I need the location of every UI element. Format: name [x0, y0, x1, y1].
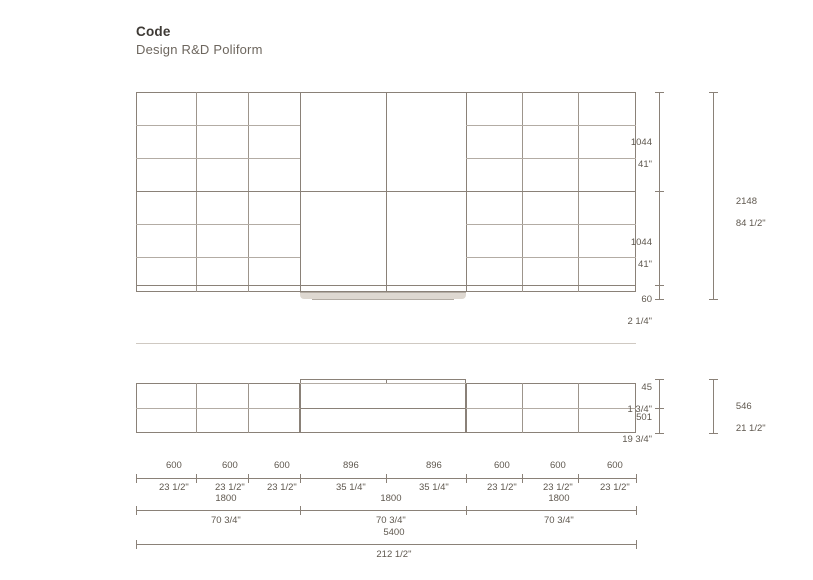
tick-inner-bottom	[655, 299, 664, 300]
tick-plan-top	[655, 379, 664, 380]
dim-upper-mm: 1044	[630, 137, 652, 148]
bay-2-inch: 23 1/2"	[215, 482, 245, 493]
tick-total-top	[709, 92, 718, 93]
group-left-inch: 70 3/4"	[211, 515, 241, 526]
dimline-plinth	[659, 285, 660, 299]
dim-total-mm: 2148	[735, 196, 757, 207]
group-center-inch: 70 3/4"	[376, 515, 406, 526]
group-left-mm: 1800	[215, 493, 237, 504]
bay-8-mm: 600	[606, 460, 623, 471]
dim-total-inch: 84 1/2"	[735, 218, 766, 229]
group-tick-3	[636, 506, 637, 515]
shelf-l4	[136, 224, 300, 225]
plan-left-midline	[136, 408, 300, 409]
dim-plan-lower-mm: 501	[636, 412, 652, 423]
bay-8-inch: 23 1/2"	[600, 482, 630, 493]
tick-total-bottom	[709, 299, 718, 300]
tick-inner-plinth	[655, 285, 664, 286]
divider-v1	[196, 92, 197, 292]
dim-plan-top-mm: 45	[641, 382, 652, 393]
tick-plan-bottom	[655, 433, 664, 434]
dim-plinth-mm: 60	[641, 294, 652, 305]
group-right-inch: 70 3/4"	[544, 515, 574, 526]
overall-inch: 212 1/2"	[376, 549, 412, 560]
dimline-plan-total	[713, 379, 714, 433]
dim-plan-total-inch: 21 1/2"	[735, 423, 766, 434]
tick-plan-mid	[655, 408, 664, 409]
plan-center-block	[300, 379, 466, 433]
overall-tick-left	[136, 540, 137, 549]
tick-plan-total-bottom	[709, 433, 718, 434]
dim-plinth-inch: 2 1/4"	[627, 316, 652, 327]
bay-5-mm: 896	[425, 460, 442, 471]
page-subtitle: Design R&D Poliform	[136, 42, 263, 57]
page-title: Code	[136, 24, 171, 39]
bay-2-mm: 600	[221, 460, 238, 471]
divider-v6	[522, 92, 523, 292]
base-front-line	[300, 292, 466, 293]
bay-1-inch: 23 1/2"	[159, 482, 189, 493]
group-tick-2	[466, 506, 467, 515]
shelf-l5	[136, 257, 300, 258]
bay-3-mm: 600	[273, 460, 290, 471]
dimline-lower	[659, 191, 660, 285]
plan-center-div	[386, 379, 387, 383]
dim-plan-top-inch: 1 3/4"	[627, 404, 652, 415]
divider-v2	[248, 92, 249, 292]
dim-lower-mm: 1044	[630, 237, 652, 248]
plan-center-top-inner	[300, 383, 466, 384]
group-tick-0	[136, 506, 137, 515]
bay-6-inch: 23 1/2"	[487, 482, 517, 493]
shelf-l2	[136, 158, 300, 159]
bay-5-inch: 35 1/4"	[419, 482, 449, 493]
dimline-total	[713, 92, 714, 299]
dim-lower-inch: 41"	[638, 259, 652, 270]
tick-plan-total-top	[709, 379, 718, 380]
bay-3-inch: 23 1/2"	[267, 482, 297, 493]
base-shadow	[300, 292, 466, 299]
bay-6-mm: 600	[493, 460, 510, 471]
divider-v4	[386, 92, 387, 292]
tick-inner-mid	[655, 191, 664, 192]
base-bottom-line	[312, 299, 454, 300]
plan-center-midline	[300, 408, 466, 409]
bay-7-inch: 23 1/2"	[543, 482, 573, 493]
module-split-line	[136, 191, 636, 192]
dim-plan-lower-inch: 19 3/4"	[622, 434, 652, 445]
group-center-mm: 1800	[380, 493, 402, 504]
divider-v3	[300, 92, 301, 292]
overall-tick-right	[636, 540, 637, 549]
dim-plan-total-mm: 546	[735, 401, 752, 412]
dimline-plan-lower	[659, 408, 660, 433]
shelf-r4	[466, 224, 636, 225]
bay-4-inch: 35 1/4"	[336, 482, 366, 493]
plinth-top-line	[136, 285, 636, 286]
dimline-plan-top	[659, 379, 660, 408]
group-right-mm: 1800	[548, 493, 570, 504]
tick-inner-top	[655, 92, 664, 93]
bay-7-mm: 600	[549, 460, 566, 471]
dim-upper-inch: 41"	[638, 159, 652, 170]
group-tick-1	[300, 506, 301, 515]
divider-v7	[578, 92, 579, 292]
divider-v5	[466, 92, 467, 292]
bay-4-mm: 896	[342, 460, 359, 471]
dimline-upper	[659, 92, 660, 191]
shelf-l1	[136, 125, 300, 126]
overall-mm: 5400	[383, 527, 405, 538]
bay-1-mm: 600	[165, 460, 182, 471]
view-separator	[136, 343, 636, 344]
